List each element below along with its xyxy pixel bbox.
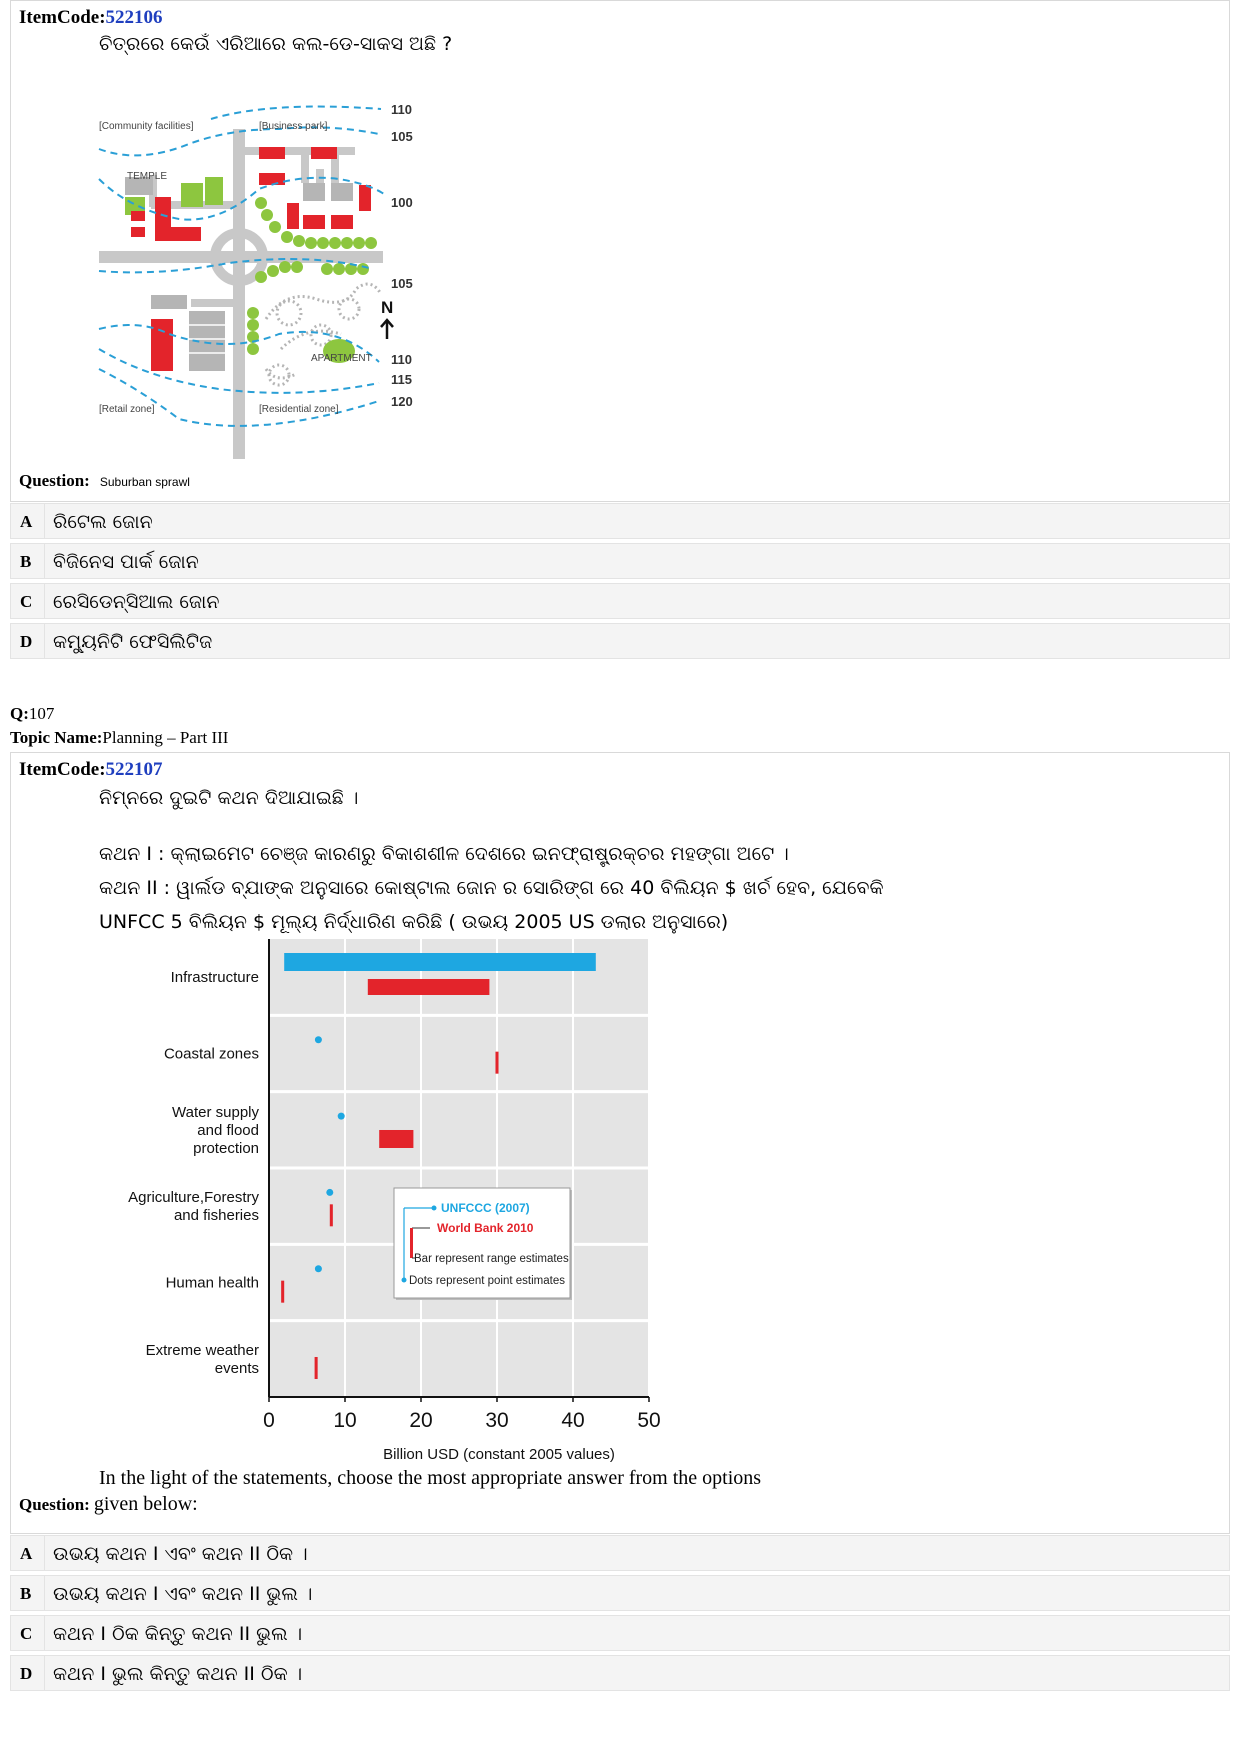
legend-unfccc-dot: [432, 1206, 437, 1211]
question-card-106: [10, 0, 1230, 502]
x-tick-label: 40: [561, 1409, 585, 1432]
option-c[interactable]: C ରେସିଡେନ୍ସିଆଲ ଜୋନ: [10, 583, 1230, 619]
intro-text: ନିମ୍ନରେ ଦୁଇଟି କଥନ ଦିଆଯାଇଛି ।: [99, 787, 359, 809]
worldbank-range: [379, 1130, 413, 1148]
x-tick-label: 10: [333, 1409, 357, 1432]
option-text: କମ୍ୟୁନିଟି ଫେସିଲିଟିଜ: [53, 631, 213, 653]
road-vertical: [233, 129, 245, 459]
legend-worldbank-label: World Bank 2010: [437, 1221, 534, 1235]
worldbank-range: [315, 1357, 318, 1379]
category-label: Extreme weather: [145, 1341, 259, 1359]
x-tick-label: 0: [263, 1409, 275, 1432]
question-line-2: given below:: [93, 1493, 198, 1515]
x-tick-label: 20: [409, 1409, 433, 1432]
statement-2-cont: UNFCC 5 ବିଲିୟନ $ ମୂଲ୍ୟ ନିର୍ଦ୍ଧାରିଣ କରିଛି ( ଉଭୟ 2005 US ଡଲାର ଅନୁସାରେ): [99, 911, 729, 933]
item-code: ItemCode:522107: [19, 759, 163, 780]
road-horizontal: [99, 251, 383, 263]
tree-row-business: [255, 197, 377, 283]
unfccc-bar: [284, 953, 596, 971]
statement-2: କଥନ II : ୱାର୍ଲଡ ବ୍ଯାଙ୍କ ଅନୁସାରେ କୋଷ୍ଟାଲ ଜୋନ ର ସୋରିଙ୍ଗ ରେ 40 ବିଲିୟନ $ ଖର୍ଚ ହେବ, ଯେବେକି: [99, 877, 884, 899]
label-apartment: APARTMENT: [311, 353, 372, 364]
legend-dot-marker: [402, 1278, 407, 1283]
question-number: Q:107: [10, 704, 55, 723]
label-temple: TEMPLE: [127, 171, 168, 182]
unfccc-point: [315, 1036, 322, 1043]
unfccc-point: [338, 1113, 345, 1120]
option-b[interactable]: B ଉଭୟ କଥନ I ଏବଂ କଥନ II ଭୁଲ ।: [10, 1575, 1230, 1611]
category-label: and flood: [197, 1121, 259, 1139]
legend-unfccc-label: UNFCCC (2007): [441, 1201, 530, 1215]
worldbank-range: [330, 1204, 333, 1226]
item-code: ItemCode:522106: [19, 7, 163, 28]
x-tick-label: 30: [485, 1409, 509, 1432]
option-text: ରିଟେଲ ଜୋନ: [53, 511, 153, 533]
contour-label: 105: [391, 129, 413, 144]
option-a[interactable]: A ଉଭୟ କଥନ I ଏବଂ କଥନ II ଠିକ ।: [10, 1535, 1230, 1571]
contour-label: 105: [391, 276, 413, 291]
x-tick-label: 50: [637, 1409, 661, 1432]
category-label: Water supply: [172, 1103, 259, 1121]
category-label: Infrastructure: [170, 969, 259, 987]
question-caption: Suburban sprawl: [99, 475, 190, 489]
unfccc-point: [326, 1189, 333, 1196]
option-c[interactable]: C କଥନ I ଠିକ କିନ୍ତୁ କଥନ II ଭୁଲ ।: [10, 1615, 1230, 1651]
option-text: କଥନ I ଭୁଲ କିନ୍ତୁ କଥନ II ଠିକ ।: [53, 1663, 303, 1685]
north-label: N: [381, 298, 394, 317]
category-label: Agriculture,Forestry: [128, 1189, 259, 1207]
adaptation-cost-chart: [89, 937, 689, 1467]
legend-dot-note: Dots represent point estimates: [409, 1275, 565, 1287]
unfccc-point: [315, 1265, 322, 1272]
category-label: Human health: [165, 1274, 259, 1292]
worldbank-range: [368, 979, 490, 995]
contour-label: 100: [391, 195, 413, 210]
legend-bar-note: Bar represent range estimates: [414, 1253, 569, 1265]
question-line-1: In the light of the statements, choose the most appropriate answer from the options: [99, 1467, 762, 1489]
contour-label: 110: [391, 352, 412, 367]
question-card-107: [10, 752, 1230, 1534]
label-retail: [Retail zone]: [99, 404, 155, 415]
category-label: and fisheries: [173, 1207, 259, 1225]
category-label: Coastal zones: [163, 1045, 259, 1063]
label-residential: [Residential zone]: [259, 404, 339, 415]
suburban-sprawl-map: [91, 99, 431, 459]
worldbank-range: [281, 1281, 284, 1303]
option-text: ବିଜିନେସ ପାର୍କ ଜୋନ: [53, 551, 199, 573]
question-row: Question: given below:: [19, 1493, 198, 1515]
option-a[interactable]: A ରିଟେଲ ଜୋନ: [10, 503, 1230, 539]
statement-1: କଥନ I : କ୍ଲାଇମେଟ ଚେଞ୍ଜ କାରଣରୁ ବିକାଶଶୀଳ ଦେଶରେ ଇନଫ୍ରାଷ୍ଟ୍ରକ୍ଚର ମହଙ୍ଗା ଅଟେ ।: [99, 843, 789, 865]
question-text: ଚିତ୍ରରେ କେଉଁ ଏରିଆରେ କଲ-ଡେ-ସାକସ ଅଛି ?: [99, 33, 453, 55]
option-b[interactable]: B ବିଜିନେସ ପାର୍କ ଜୋନ: [10, 543, 1230, 579]
contour-label: 110: [391, 102, 412, 117]
question-row: Question: Suburban sprawl: [19, 471, 190, 490]
label-community: [Community facilities]: [99, 121, 194, 132]
contour-label: 115: [391, 372, 412, 387]
option-d[interactable]: D କଥନ I ଭୁଲ କିନ୍ତୁ କଥନ II ଠିକ ।: [10, 1655, 1230, 1691]
topic-name: Topic Name:Planning – Part III: [10, 728, 229, 747]
option-d[interactable]: D କମ୍ୟୁନିଟି ଫେସିଲିଟିଜ: [10, 623, 1230, 659]
category-label: events: [214, 1359, 259, 1377]
worldbank-range: [495, 1052, 498, 1074]
legend-worldbank-bar: [410, 1228, 413, 1258]
option-text: ଉଭୟ କଥନ I ଏବଂ କଥନ II ଠିକ ।: [53, 1543, 308, 1565]
category-label: protection: [193, 1139, 259, 1157]
option-text: କଥନ I ଠିକ କିନ୍ତୁ କଥନ II ଭୁଲ ।: [53, 1623, 303, 1645]
contour-label: 120: [391, 394, 413, 409]
north-arrow-icon: [381, 320, 393, 339]
x-axis-label: Billion USD (constant 2005 values): [383, 1446, 615, 1463]
label-business: [Business park]: [259, 121, 328, 132]
option-text: ରେସିଡେନ୍ସିଆଲ ଜୋନ: [53, 591, 220, 613]
option-text: ଉଭୟ କଥନ I ଏବଂ କଥନ II ଭୁଲ ।: [53, 1583, 313, 1605]
